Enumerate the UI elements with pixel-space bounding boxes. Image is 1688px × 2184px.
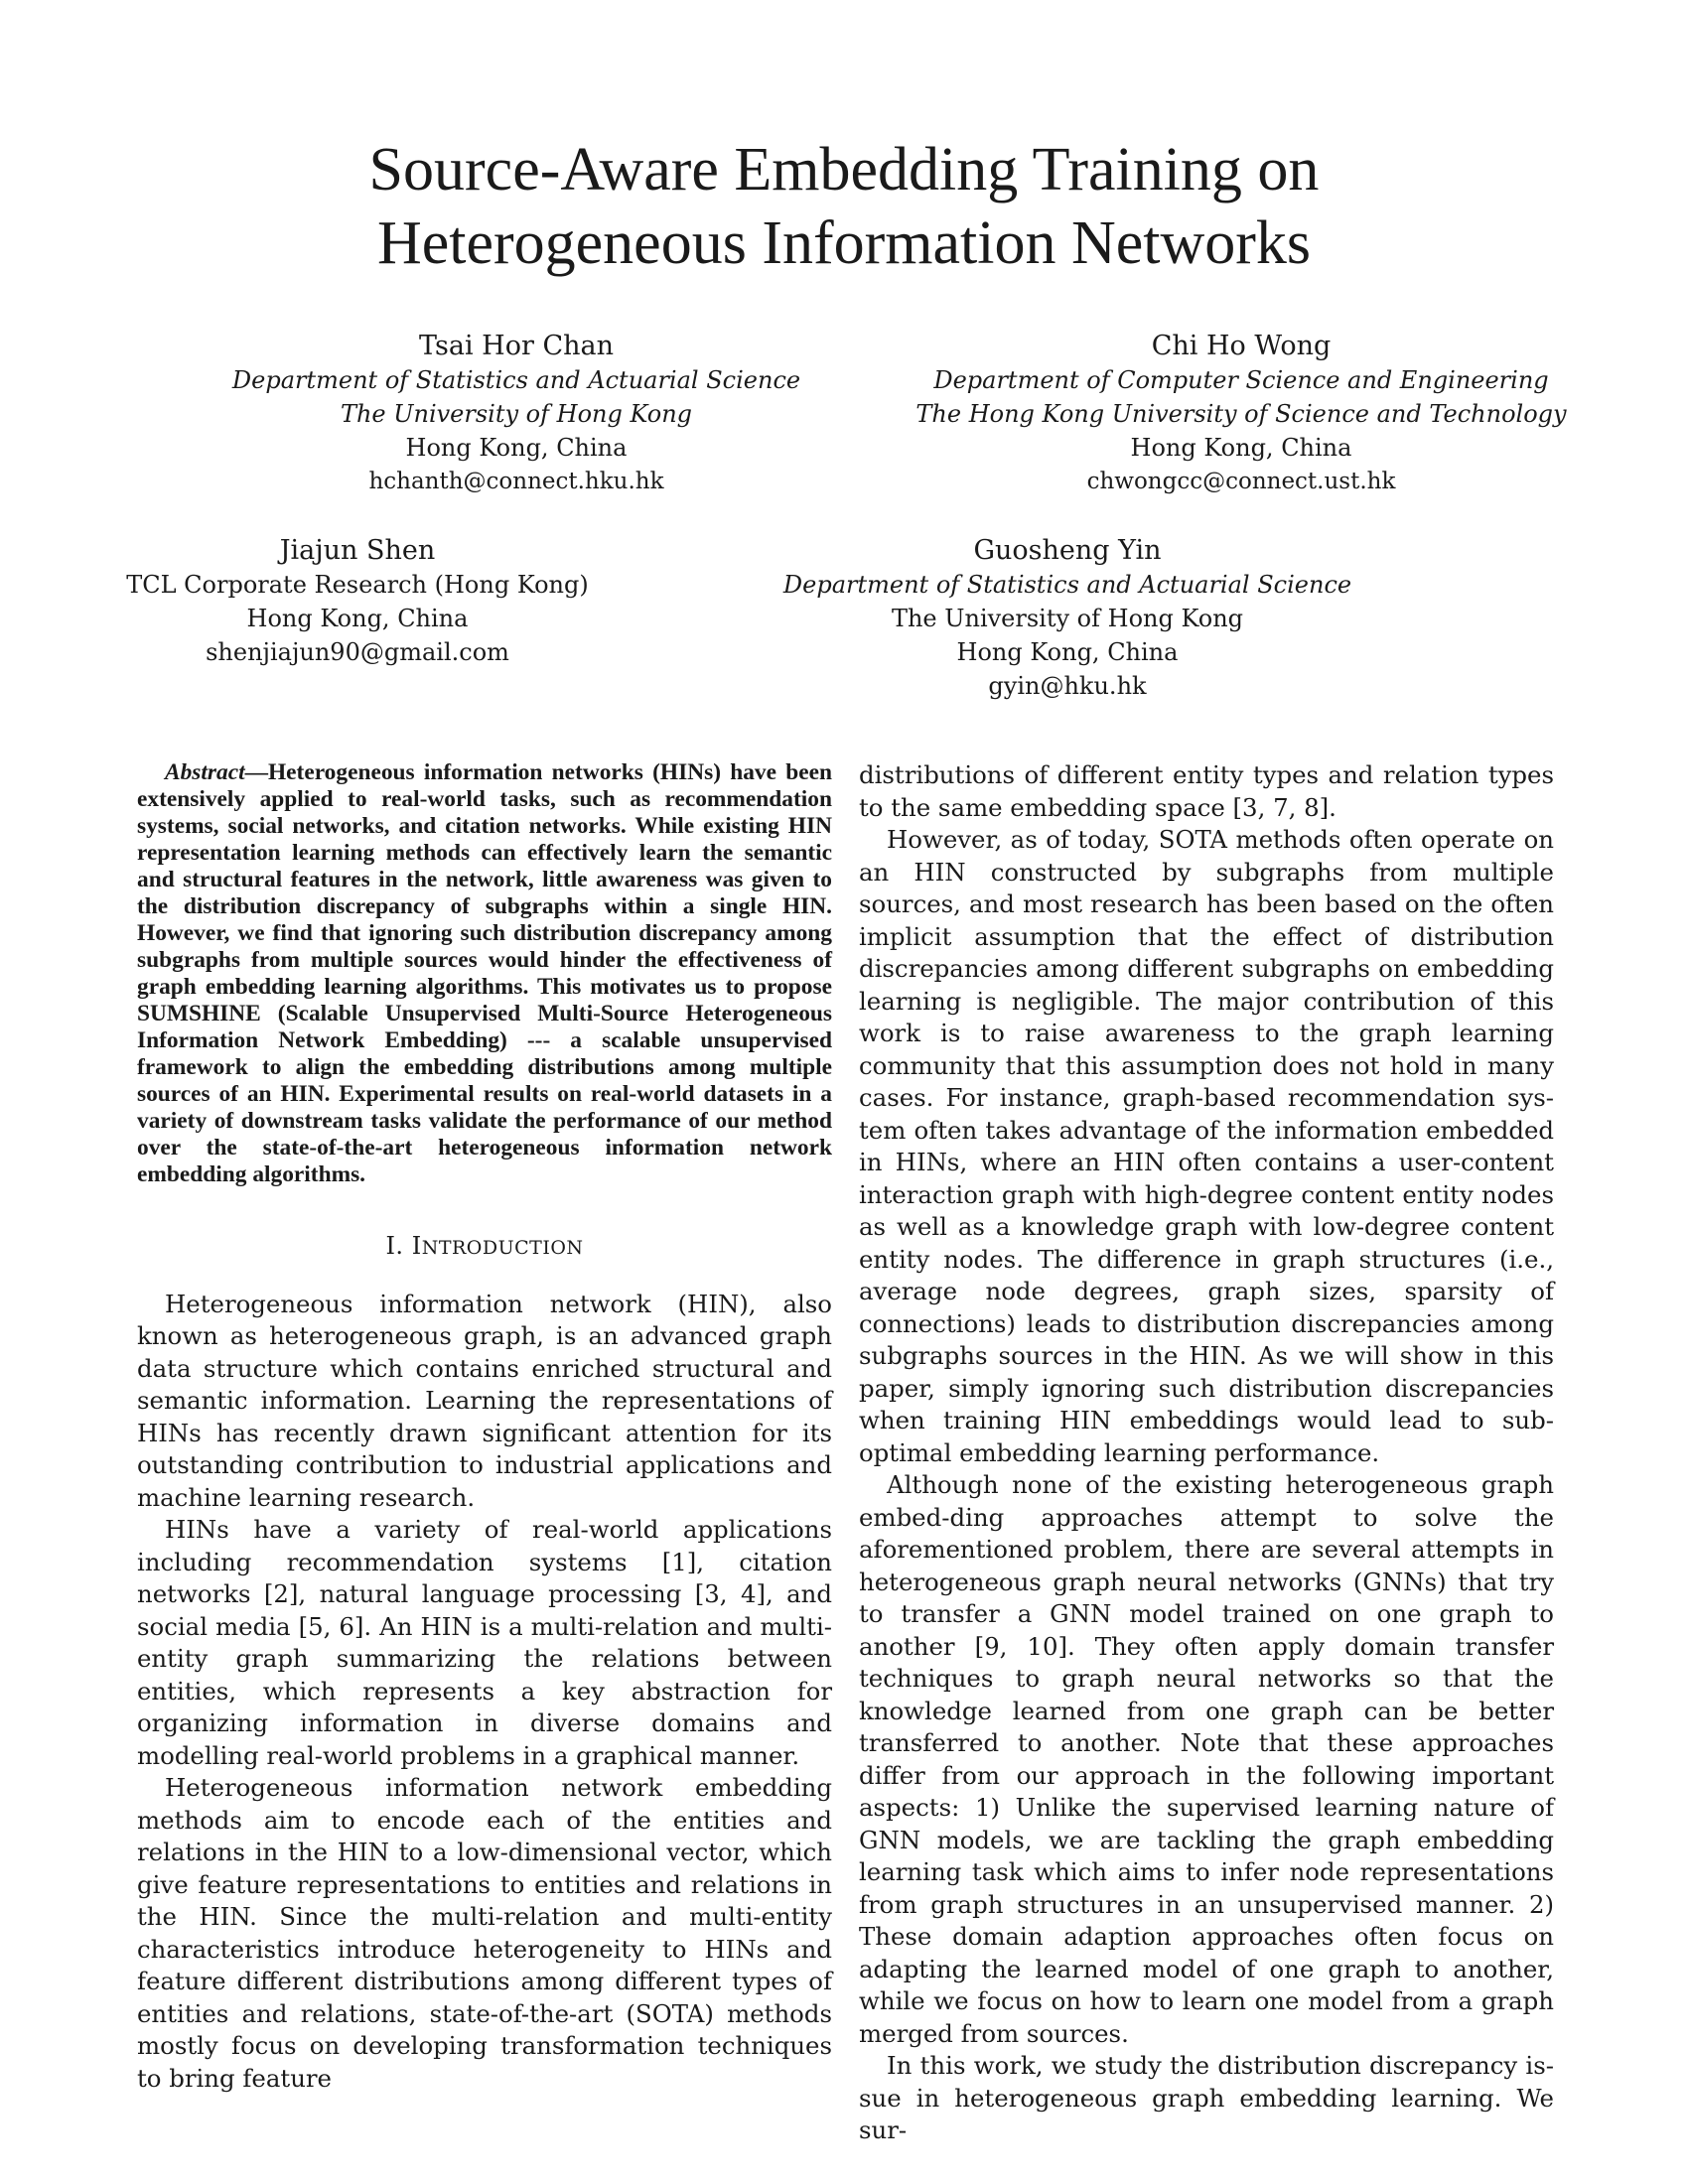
paragraph: In this work, we study the distribution discrepancy is- sue in heterogeneous graph embedding learning. We sur- <box>859 2051 1554 2144</box>
author-email: hchanth@connect.hku.hk <box>368 469 664 494</box>
author-email: shenjiajun90@gmail.com <box>206 638 509 666</box>
author-institution: The University of Hong Kong <box>891 605 1244 632</box>
section-heading-introduction <box>137 1230 832 1265</box>
author-location: Hong Kong, China <box>246 605 469 632</box>
author-institution: The Hong Kong University of Science and Technology <box>915 400 1567 428</box>
author-affiliation: Department of Statistics and Actuarial Science <box>231 366 801 394</box>
section-initial: I <box>411 1232 422 1260</box>
author-block <box>218 330 814 498</box>
abstract <box>137 759 832 1188</box>
paragraph: Heterogeneous information network embedding methods aim to encode each of the entities and relations in the HIN to a low-dimensional vector, which give feature representations to entities and relations in the HIN. Since the multi-relation and multi-entity characteristics introduce heterogeneity to HINs and feature different distributions among different types of entities and relations, state-of-the-art (SOTA) methods mostly focus on developing transformation techniques to bring feature <box>137 1773 832 2093</box>
paragraph: However, as of today, SOTA methods often operate on an HIN constructed by subgraphs from multiple sources, and most research has been based on the often implicit assumption that the effect of distribution discrepancies among different subgraphs on embedding learning is negligible. The major contribution of this work is to raise awareness to the graph learning community that this assumption does not hold in many cases. For instance, graph-based recommendation sys- tem often takes advantage of the information embedded in HINs, where an HIN often contains a user-content interaction graph with high-degree content entity nodes as well as a knowledge graph with low-degree content entity nodes. The difference in graph structures (i.e., average node degrees, graph sizes, sparsity of connections) leads to distribution discrepancies among subgraphs sources in the HIN. As we will show in this paper, simply ignoring such distribution discrepancies when training HIN embeddings would lead to sub-optimal embedding learning performance. <box>859 825 1554 1467</box>
paper-title <box>248 133 1440 280</box>
paragraph-continuation: distributions of different entity types and relation types to the same embedding space [3, 7, 8]. <box>859 760 1554 822</box>
author-block <box>79 534 635 669</box>
author-name: Guosheng Yin <box>973 535 1162 566</box>
author-email: gyin@hku.hk <box>988 672 1147 700</box>
section-title-rest: NTRODUCTION <box>421 1237 584 1259</box>
author-location: Hong Kong, China <box>1130 434 1352 462</box>
author-location: Hong Kong, China <box>956 638 1179 666</box>
section-number: I. <box>385 1232 404 1260</box>
author-email: chwongcc@connect.ust.hk <box>1086 469 1396 494</box>
author-affiliation: Department of Computer Science and Engineering <box>933 366 1549 394</box>
abstract-label: Abstract <box>165 759 245 785</box>
author-name: Tsai Hor Chan <box>418 331 615 361</box>
title-line-1: Source-Aware Embedding Training on <box>368 136 1320 204</box>
author-block <box>755 534 1380 703</box>
abstract-text: —Heterogeneous information networks (HINs) have been extensively applied to real-world tasks, such as recommendation systems, social networks, and citation networks. While existing HIN representation learning methods can effectively learn the semantic and structural features in the network, little awareness was given to the distribution discrepancy of subgraphs within a single HIN. However, we find that ignoring such distribution discrepancy among subgraphs from multiple sources would hinder the effectiveness of graph embedding learning algorithms. This motivates us to propose SUMSHINE (Scalable Unsupervised Multi-Source Heterogeneous Information Network Embedding) --- a scalable unsupervised framework to align the embedding distributions among multiple sources of an HIN. Experimental results on real-world datasets in a variety of downstream tasks validate the performance of our method over the state-of-the-art heterogeneous information network embedding algorithms. <box>137 759 832 1187</box>
author-block <box>914 330 1569 498</box>
paragraph: Although none of the existing heterogeneous graph embed-ding approaches attempt to solve the aforementioned problem, there are several attempts in heterogeneous graph neural networks (GNNs) that try to transfer a GNN model trained on one graph to another [9, 10]. They often apply domain transfer techniques to graph neural networks so that the knowledge learned from one graph can be better transferred to another. Note that these approaches differ from our approach in the following important aspects: 1) Unlike the supervised learning nature of GNN models, we are tackling the graph embedding learning task which aims to infer node representations from graph structures in an unsupervised manner. 2) These domain adaption approaches often focus on adapting the learned model of one graph to another, while we focus on how to learn one model from a graph merged from sources. <box>859 1470 1554 2048</box>
author-institution: The University of Hong Kong <box>340 400 693 428</box>
author-name: Jiajun Shen <box>279 535 436 566</box>
author-affiliation: Department of Statistics and Actuarial Science <box>782 571 1352 599</box>
title-line-2: Heterogeneous Information Networks <box>376 209 1312 277</box>
author-location: Hong Kong, China <box>405 434 628 462</box>
paragraph: Heterogeneous information network (HIN), also known as heterogeneous graph, is an advanced graph data structure which contains enriched structural and semantic information. Learning the representations of HINs has recently drawn significant attention for its outstanding contribution to industrial applications and machine learning research. <box>137 1289 832 1512</box>
left-column <box>137 759 832 2095</box>
paragraph: HINs have a variety of real-world applications including recommendation systems [1], citation networks [2], natural language processing [3, 4], and social media [5, 6]. An HIN is a multi-relation and multi-entity graph summarizing the relations between entities, which represents a key abstraction for organizing information in diverse domains and modelling real-world problems in a graphical manner. <box>137 1515 832 1770</box>
author-affiliation: TCL Corporate Research (Hong Kong) <box>126 571 589 599</box>
author-name: Chi Ho Wong <box>1151 331 1332 361</box>
right-column <box>859 759 1554 2147</box>
